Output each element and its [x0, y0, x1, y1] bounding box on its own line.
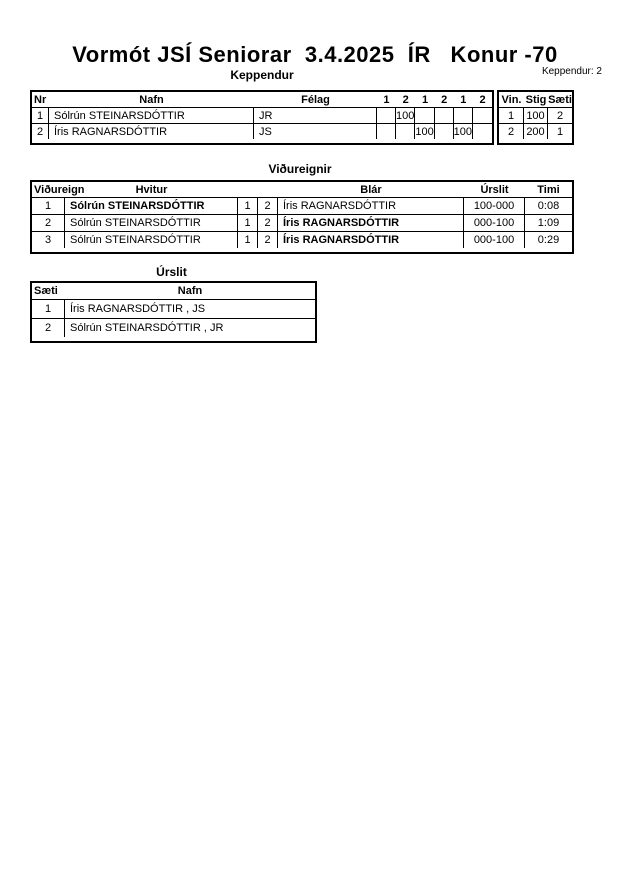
match-blue-name: Íris RAGNARSDÓTTIR — [278, 197, 464, 214]
competitor-club: JR — [254, 107, 377, 123]
match-score-left: 1 — [238, 231, 258, 248]
competitor-count: Keppendur: 2 — [541, 66, 602, 77]
col-header-score-5: 1 — [460, 93, 467, 106]
wins-value: 2 — [499, 123, 524, 139]
points-value: 100 — [524, 107, 548, 123]
col-header-saeti: Sæti — [34, 285, 58, 297]
score-cell: 100 — [415, 123, 434, 139]
col-header-spacer-1 — [238, 182, 258, 197]
col-header-score-1: 1 — [383, 93, 390, 106]
score-cell — [396, 123, 415, 139]
match-time: 1:09 — [525, 214, 572, 231]
points-table — [497, 90, 574, 145]
match-result: 100-000 — [464, 197, 525, 214]
score-cell — [435, 123, 454, 139]
match-score-right: 2 — [258, 197, 278, 214]
score-cell — [415, 107, 434, 123]
match-time: 0:08 — [525, 197, 572, 214]
match-score-right: 2 — [258, 214, 278, 231]
score-cell — [377, 107, 396, 123]
match-result: 000-100 — [464, 231, 525, 248]
result-name: Sólrún STEINARSDÓTTIR , JR — [65, 318, 315, 337]
col-header-vin: Vin. — [501, 93, 522, 106]
col-header-felag: Félag — [301, 93, 330, 106]
result-place: 2 — [32, 318, 65, 337]
match-score-right: 2 — [258, 231, 278, 248]
score-cell — [377, 123, 396, 139]
competitor-nr: 2 — [32, 123, 49, 139]
col-header-vidureign: Viðureign — [34, 183, 85, 196]
match-nr: 1 — [32, 197, 65, 214]
match-nr: 3 — [32, 231, 65, 248]
col-header-hvitur: Hvitur — [135, 183, 168, 196]
col-header-score-4: 2 — [441, 93, 448, 106]
keppendur-section-heading: Keppendur — [230, 68, 294, 82]
match-white-name: Sólrún STEINARSDÓTTIR — [65, 214, 238, 231]
col-header-score-2: 2 — [402, 93, 409, 106]
match-white-name: Sólrún STEINARSDÓTTIR — [65, 197, 238, 214]
col-header-urslit: Úrslit — [480, 183, 509, 196]
score-cell — [473, 107, 492, 123]
points-value: 200 — [524, 123, 548, 139]
score-cell — [454, 107, 473, 123]
col-header-blar: Blár — [360, 183, 382, 196]
match-blue-name: Íris RAGNARSDÓTTIR — [278, 231, 464, 248]
score-cell — [473, 123, 492, 139]
col-header-nafn: Nafn — [139, 93, 164, 106]
col-header-score-3: 1 — [421, 93, 429, 106]
col-header-saeti: Sæti — [548, 93, 572, 106]
wins-value: 1 — [499, 107, 524, 123]
competitor-name: Íris RAGNARSDÓTTIR — [49, 123, 254, 139]
result-place: 1 — [32, 299, 65, 318]
results-table — [30, 281, 317, 343]
match-nr: 2 — [32, 214, 65, 231]
competitor-club: JS — [254, 123, 377, 139]
competitor-nr: 1 — [32, 107, 49, 123]
match-score-left: 1 — [238, 214, 258, 231]
result-name: Íris RAGNARSDÓTTIR , JS — [65, 299, 315, 318]
score-cell: 100 — [396, 107, 415, 123]
vidureignir-section-heading: Viðureignir — [268, 162, 332, 176]
match-time: 0:29 — [525, 231, 572, 248]
competitor-name: Sólrún STEINARSDÓTTIR — [49, 107, 254, 123]
urslit-section-heading: Úrslit — [156, 265, 187, 279]
page-title: Vormót JSÍ Seniorar 3.4.2025 ÍR Konur -70 — [72, 42, 558, 67]
match-score-left: 1 — [238, 197, 258, 214]
matches-table — [30, 180, 574, 254]
keppendur-table — [30, 90, 494, 145]
col-header-score-6: 2 — [479, 93, 486, 106]
place-value: 1 — [548, 123, 572, 139]
col-header-nafn: Nafn — [177, 285, 203, 297]
match-result: 000-100 — [464, 214, 525, 231]
score-cell — [435, 107, 454, 123]
place-value: 2 — [548, 107, 572, 123]
col-header-timi: Timi — [537, 183, 560, 196]
match-white-name: Sólrún STEINARSDÓTTIR — [65, 231, 238, 248]
match-blue-name: Íris RAGNARSDÓTTIR — [278, 214, 464, 231]
col-header-stig: Stig — [525, 93, 547, 106]
col-header-nr: Nr — [34, 93, 47, 106]
score-cell: 100 — [454, 123, 473, 139]
col-header-spacer-2 — [258, 182, 278, 197]
